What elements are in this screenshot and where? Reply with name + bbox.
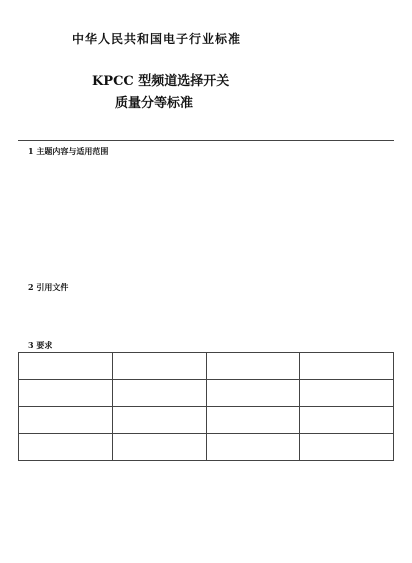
- divider: [18, 140, 394, 141]
- requirements-table: [18, 352, 394, 461]
- doc-title: KPCC 型频道选择开关: [92, 74, 230, 89]
- section-1-heading: 1 主题内容与适用范围: [28, 146, 109, 156]
- doc-subtitle: 质量分等标准: [115, 96, 194, 111]
- standard-header: 中华人民共和国电子行业标准: [72, 32, 242, 46]
- section-2-heading: 2 引用文件: [28, 282, 69, 292]
- section-3-heading: 3 要求: [28, 340, 53, 350]
